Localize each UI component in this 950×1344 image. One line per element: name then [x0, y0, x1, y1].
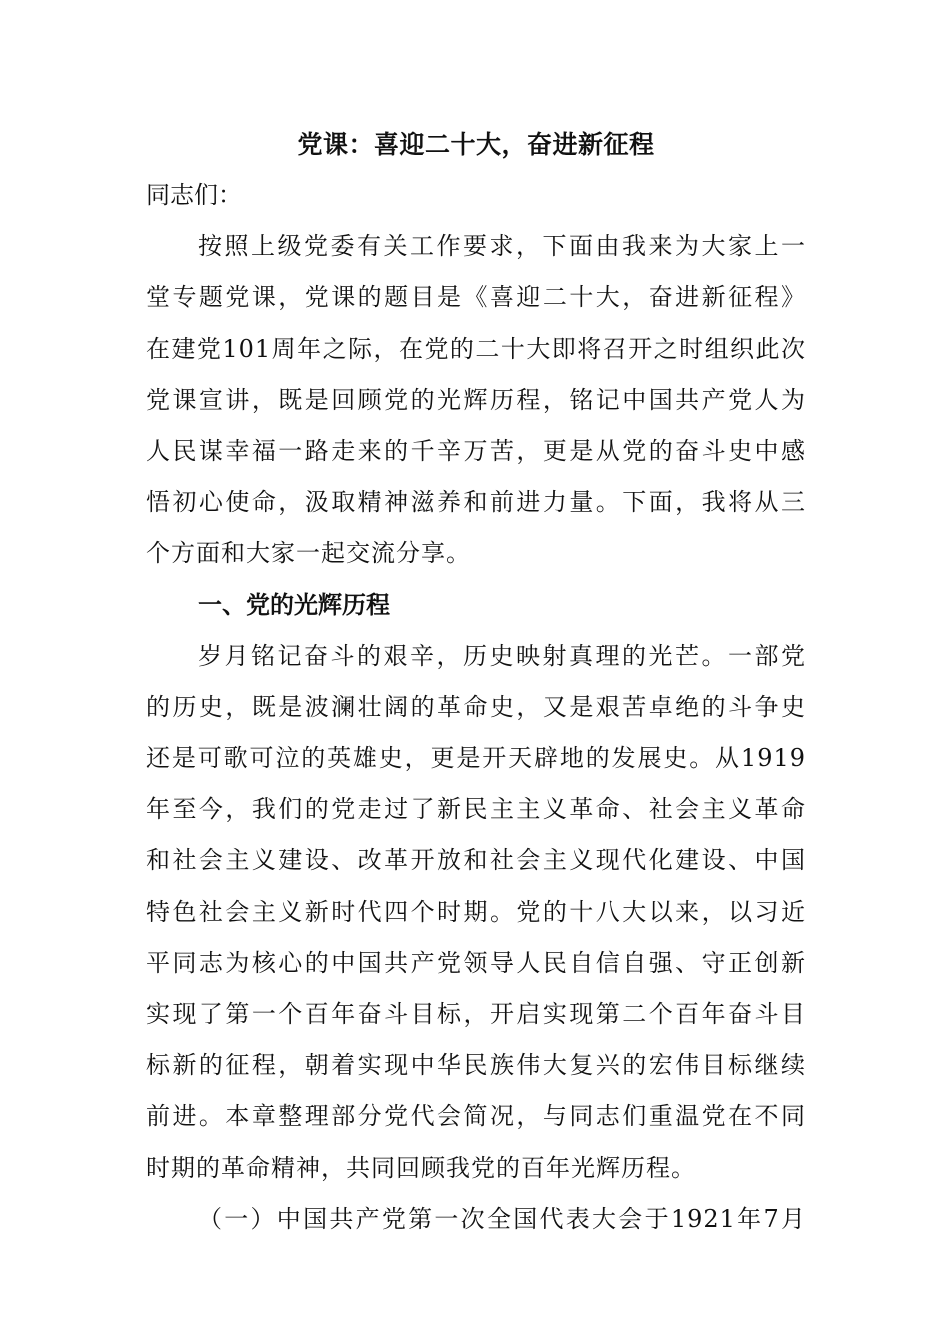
paragraph-line: 人民谋幸福一路走来的千辛万苦，更是从党的奋斗史中感	[146, 436, 806, 465]
paragraph-line: 党课宣讲，既是回顾党的光辉历程，铭记中国共产党人为	[146, 385, 806, 414]
paragraph-line: 悟初心使命，汲取精神滋养和前进力量。下面，我将从三	[146, 488, 806, 517]
paragraph-line: 时期的革命精神，共同回顾我党的百年光辉历程。	[146, 1153, 696, 1182]
paragraph-line: 个方面和大家一起交流分享。	[146, 539, 471, 568]
document-title: 党课：喜迎二十大，奋进新征程	[297, 130, 655, 159]
greeting: 同志们：	[146, 181, 242, 209]
paragraph-line: 按照上级党委有关工作要求，下面由我来为大家上一	[198, 232, 806, 261]
paragraph-line: 前进。本章整理部分党代会简况，与同志们重温党在不同	[146, 1102, 806, 1131]
paragraph-line: 的历史，既是波澜壮阔的革命史，又是艰苦卓绝的斗争史	[146, 692, 806, 721]
section-heading: 一、党的光辉历程	[198, 590, 390, 619]
document-body	[146, 120, 806, 1245]
paragraph-line: 年至今，我们的党走过了新民主主义革命、社会主义革命	[146, 795, 806, 824]
paragraph-line: 岁月铭记奋斗的艰辛，历史映射真理的光芒。一部党	[198, 641, 806, 670]
paragraph-line: 堂专题党课，党课的题目是《喜迎二十大，奋进新征程》	[146, 283, 806, 312]
paragraph-line: 还是可歌可泣的英雄史，更是开天辟地的发展史。从1919	[146, 744, 806, 773]
subsection-line: （一）中国共产党第一次全国代表大会于1921年7月	[198, 1204, 806, 1233]
paragraph-line: 和社会主义建设、改革开放和社会主义现代化建设、中国	[146, 846, 806, 875]
paragraph-line: 特色社会主义新时代四个时期。党的十八大以来，以习近	[146, 897, 806, 926]
paragraph-line: 实现了第一个百年奋斗目标，开启实现第二个百年奋斗目	[146, 1000, 806, 1028]
paragraph-line: 在建党101周年之际，在党的二十大即将召开之时组织此次	[146, 334, 806, 363]
paragraph-line: 平同志为核心的中国共产党领导人民自信自强、守正创新	[146, 948, 806, 977]
intro-paragraph	[146, 221, 806, 579]
paragraph-line: 标新的征程，朝着实现中华民族伟大复兴的宏伟目标继续	[146, 1051, 806, 1080]
section1-paragraph	[146, 631, 806, 1194]
